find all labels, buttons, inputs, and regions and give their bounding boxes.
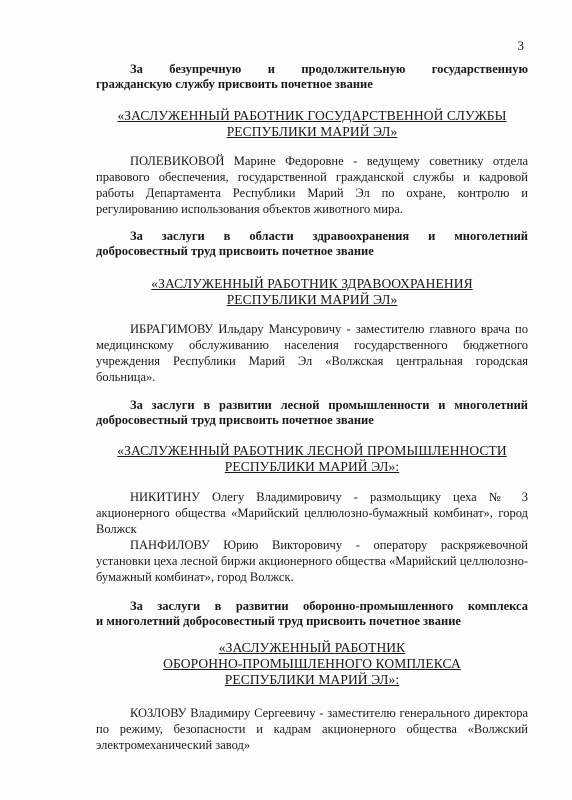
intro-line: добросовестный труд присвоить почетное звание [96,413,374,427]
award-paragraph: НИКИТИНУ Олегу Владимировичу - размольщику цеха № 3 акционерного общества «Марийский целлюлозно-бумажный комбинат», город Волжск [96,490,528,536]
title-line: «ЗАСЛУЖЕННЫЙ РАБОТНИК [218,640,406,655]
section-3-title [96,443,528,475]
title-line: РЕСПУБЛИКИ МАРИЙ ЭЛ»: [224,672,400,687]
intro-line: и многолетний добросовестный труд присвоить почетное звание [96,614,461,628]
title-line: «ЗАСЛУЖЕННЫЙ РАБОТНИК ГОСУДАРСТВЕННОЙ СЛУЖБЫ [117,108,507,123]
title-line: «ЗАСЛУЖЕННЫЙ РАБОТНИК ЗДРАВООХРАНЕНИЯ [151,276,473,291]
section-4-title [96,640,528,688]
section-1-title [96,108,528,140]
section-1-body [96,153,528,217]
intro-line: добросовестный труд присвоить почетное звание [96,244,374,258]
section-3-body [96,489,528,585]
title-line: РЕСПУБЛИКИ МАРИЙ ЭЛ» [226,124,398,139]
title-line: РЕСПУБЛИКИ МАРИЙ ЭЛ» [226,292,398,307]
award-paragraph: ПАНФИЛОВУ Юрию Викторовичу - оператору раскряжевочной установки цеха лесной биржи акционерного общества «Марийский целлюлозно-бумажный комбинат», город Волжск. [96,538,528,584]
intro-line: За заслуги в области здравоохранения и многолетний [130,229,528,243]
section-3-intro [96,398,528,428]
title-line: ОБОРОННО-ПРОМЫШЛЕННОГО КОМПЛЕКСА [163,656,461,671]
intro-line: За заслуги в развитии лесной промышленности и многолетний [130,398,528,412]
section-2-body [96,321,528,385]
award-paragraph: ИБРАГИМОВУ Ильдару Мансуровичу - заместителю главного врача по медицинскому обслуживанию населения государственного бюджетного учреждения Республики Марий Эл «Волжская центральная городская больница». [96,322,528,384]
section-4-intro [96,599,528,629]
title-line: РЕСПУБЛИКИ МАРИЙ ЭЛ»: [224,459,400,474]
award-paragraph: ПОЛЕВИКОВОЙ Марине Федоровне - ведущему советнику отдела правового обеспечения, государственной гражданской службы и кадровой работы Департамента Республики Марий Эл по охране, контролю и регулированию использования объектов животного мира. [96,154,528,216]
section-2-intro [96,229,528,259]
intro-line: За безупречную и продолжительную государственную [130,62,528,76]
section-1-intro [96,62,528,92]
title-line: «ЗАСЛУЖЕННЫЙ РАБОТНИК ЛЕСНОЙ ПРОМЫШЛЕННОСТИ [117,443,507,458]
section-4-body [96,705,528,753]
award-paragraph: КОЗЛОВУ Владимиру Сергеевичу - заместителю генерального директора по режиму, безопасности и кадрам акционерного общества «Волжский электромеханический завод» [96,706,528,752]
page-number: 3 [517,38,524,53]
intro-line: За заслуги в развитии оборонно-промышленного комплекса [130,599,528,613]
intro-line: гражданскую службу присвоить почетное звание [96,77,373,91]
section-2-title [96,276,528,308]
